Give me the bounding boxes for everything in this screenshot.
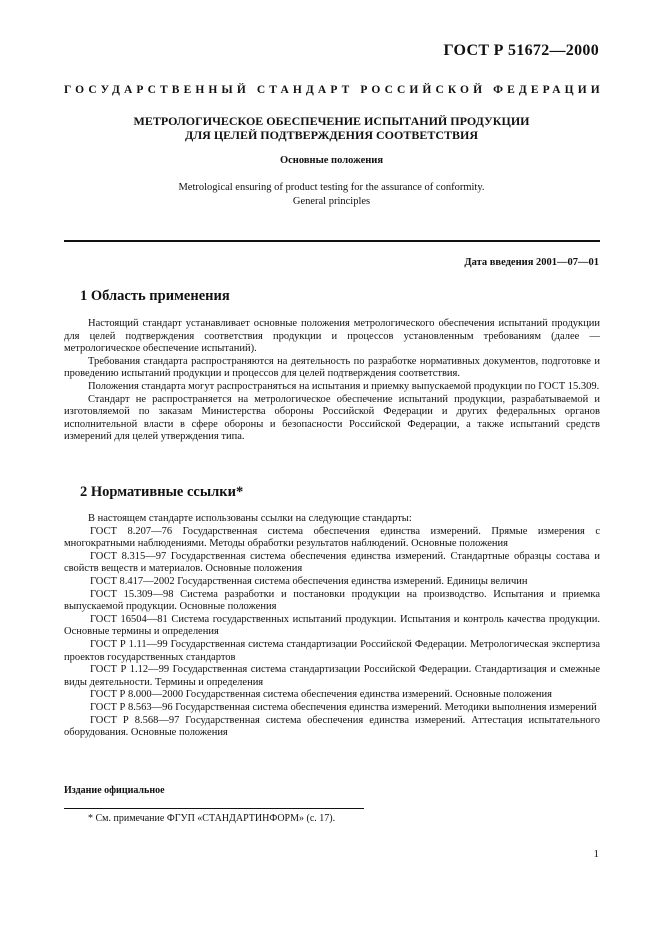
edition-label: Издание официальное [64, 785, 165, 796]
document-subtitle: Основные положения [279, 155, 384, 166]
document-title-line-2: ДЛЯ ЦЕЛЕЙ ПОДТВЕРЖДЕНИЯ СООТВЕТСТВИЯ [184, 128, 479, 142]
introduction-date: Дата введения 2001—07—01 [464, 257, 599, 268]
state-standard-title: ГОСУДАРСТВЕННЫЙ СТАНДАРТ РОССИЙСКОЙ ФЕДЕРАЦИИ [64, 84, 604, 96]
standard-code: ГОСТ Р 51672—2000 [443, 42, 599, 59]
section-1-heading: 1 Область применения [80, 288, 230, 304]
reference-item: ГОСТ 8.417—2002 Государственная система обеспечения единства измерений. Единицы величин [90, 575, 528, 587]
footnote: * См. примечание ФГУП «СТАНДАРТИНФОРМ» (с. 17). [88, 813, 336, 824]
section-2-body [64, 513, 600, 740]
reference-item: ГОСТ 8.315—97 Государственная система обеспечения единства измерений. Стандартные образцы состава и свойств веществ и материалов. Основные положения [64, 550, 600, 575]
section-2-intro: В настоящем стандарте использованы ссылки на следующие стандарты: [88, 513, 412, 524]
section-1-paragraph: Настоящий стандарт устанавливает основные положения метрологического обеспечения испытаний продукции для целей подтверждения соответствия продукции и процессов установленным требованиям (далее — метрологическое обеспечение испытаний). [64, 318, 600, 355]
document-title [64, 114, 599, 142]
english-title-line-1: Metrological ensuring of product testing for the assurance of conformity. [178, 182, 485, 193]
reference-item: ГОСТ Р 8.000—2000 Государственная система обеспечения единства измерений. Основные положения [90, 689, 552, 701]
reference-item: ГОСТ Р 1.11—99 Государственная система стандартизации Российской Федерации. Метрологическая экспертиза проектов государственных стандартов [64, 638, 600, 663]
reference-item: ГОСТ 8.207—76 Государственная система обеспечения единства измерений. Прямые измерения с многократными наблюдениями. Методы обработки результатов наблюдений. Основные положения [64, 525, 600, 550]
section-2-heading: 2 Нормативные ссылки* [80, 484, 244, 500]
english-title-line-2: General principles [292, 196, 371, 207]
page-number: 1 [593, 848, 599, 860]
english-title [64, 181, 599, 209]
reference-item: ГОСТ 16504—81 Система государственных испытаний продукции. Испытания и контроль качества продукции. Основные термины и определения [64, 613, 600, 638]
reference-item: ГОСТ Р 8.568—97 Государственная система обеспечения единства измерений. Аттестация испытательного оборудования. Основные положения [64, 714, 600, 739]
section-1-paragraph: Требования стандарта распространяются на деятельность по разработке нормативных документов, подготовке и проведению испытаний продукции и процессов для целей подтверждения соответствия. [64, 355, 600, 380]
document-title-line-1: МЕТРОЛОГИЧЕСКОЕ ОБЕСПЕЧЕНИЕ ИСПЫТАНИЙ ПРОДУКЦИИ [133, 114, 530, 128]
section-1-body [64, 318, 600, 444]
title-divider [64, 240, 600, 242]
section-1-paragraph: Положения стандарта могут распространяться на испытания и приемку выпускаемой продукции по ГОСТ 15.309. [88, 380, 600, 392]
reference-item: ГОСТ Р 1.12—99 Государственная система стандартизации Российской Федерации. Стандартизация и смежные виды деятельности. Термины и определения [64, 664, 600, 688]
reference-item: ГОСТ 15.309—98 Система разработки и постановки продукции на производство. Испытания и приемка выпускаемой продукции. Основные положения [64, 588, 600, 613]
reference-item: ГОСТ Р 8.563—96 Государственная система обеспечения единства измерений. Методики выполнения измерений [90, 701, 597, 713]
section-1-paragraph: Стандарт не распространяется на метрологическое обеспечение испытаний продукции, разрабатываемой и изготовляемой по заказам Министерства обороны Российской Федерации и других федеральных органов исполнительной власти в сфере обороны и безопасности Российской Федерации, а также испытаний средств измерений для целей утверждения типа. [64, 393, 600, 443]
footnote-divider [64, 808, 364, 809]
